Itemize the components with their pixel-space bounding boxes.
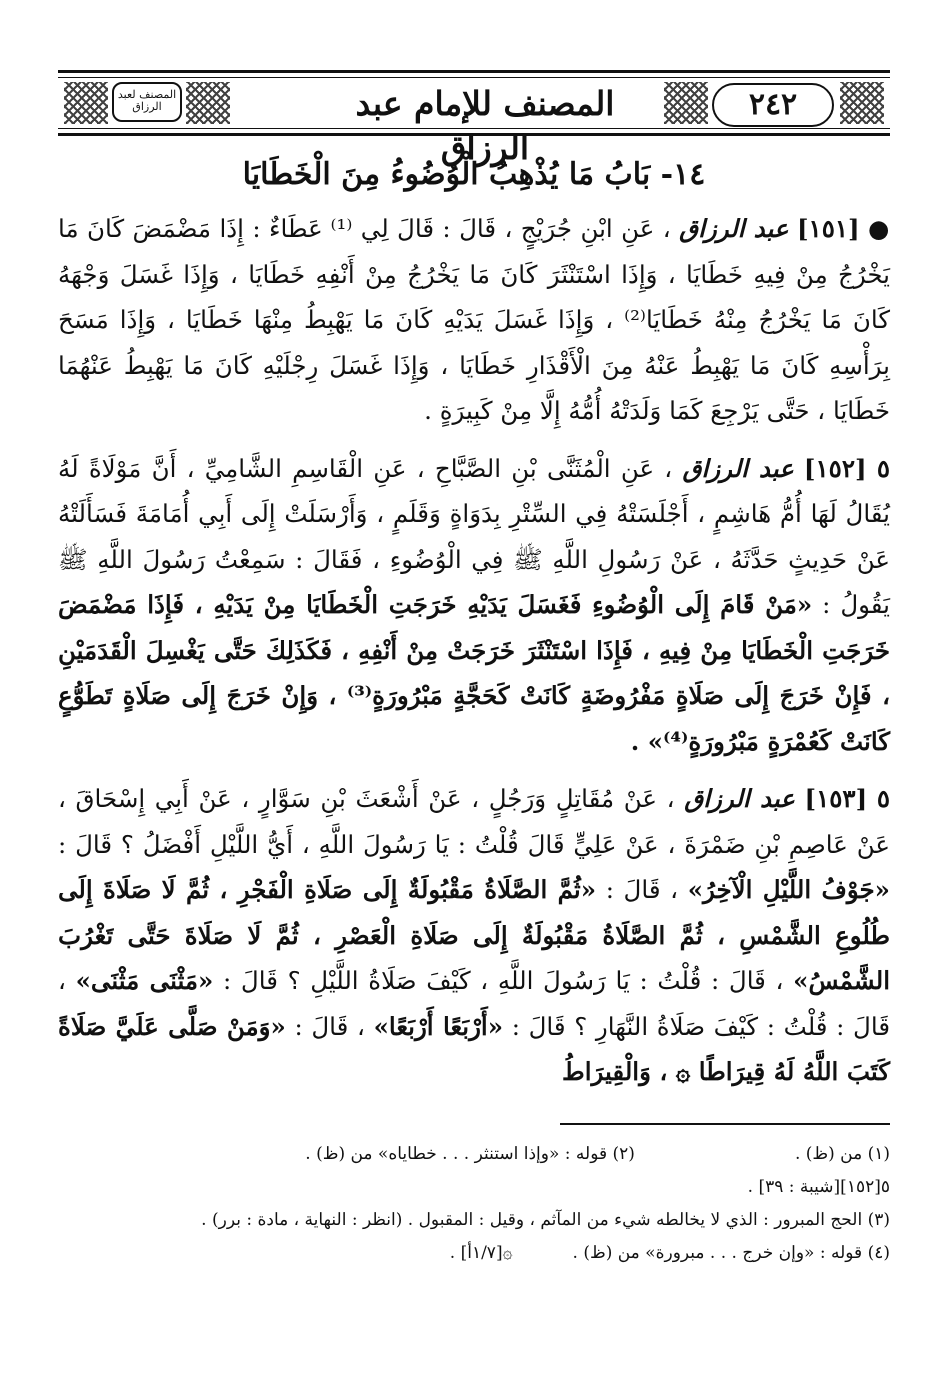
hadith-text: ، قَالَ : [605,875,679,904]
footnote-row [58,1138,890,1171]
footnote-row [58,1237,890,1270]
chapter-number: ١٤- [660,157,706,192]
chapter-heading [58,154,890,196]
footnote-separator [560,1123,890,1125]
ornament-icon [64,82,108,124]
hadith-number: [١٥١] [796,214,860,243]
body-text [58,206,890,1107]
prophetic-quote: «أَرْبَعًا أَرْبَعًا» [373,1011,504,1041]
narrator-name: عبد الرزاق [679,214,789,243]
hadith-number: [١٥٢] [803,453,867,483]
hadith-151 [58,206,890,434]
footnote-row [58,1171,890,1204]
footnote-1: (١) من (ظ) . [794,1144,890,1164]
title-seal: المصنف لعبد الرزاق [112,82,182,122]
chapter-title: بَابُ مَا يُذْهِبُ الْوُضُوءُ مِنَ الْخَطَايَا [242,157,651,192]
ornament-icon [840,82,884,124]
hadith-marker: ● [868,214,891,243]
hadith-marker: ٥ [876,453,890,483]
running-title: المصنف للإمام عبد الرزاق [355,84,615,167]
footnotes [58,1138,890,1270]
hadith-text: ، قَالَ : قُلْتُ : كَيْفَ صَلَاةُ النَّهَارِ ؟ قَالَ : [58,966,891,1041]
ornament-icon [186,82,230,124]
narrator-name: عبد الرزاق [684,784,795,813]
hadith-text: ، عَنِ الْمُثَنَّى بْنِ الصَّبَّاحِ ، عَنِ الْقَاسِمِ الشَّامِيِّ ، أَنَّ مَوْلَاةً لَهُ يُقَالُ لَهَا أُمُّ هَاشِمٍ ، أَجْلَسَتْهُ فِي السِّتْرِ بِدَوَاةٍ وَقَلَمٍ ، وَأَرْسَلَتْ إِلَى أَبِي أُمَامَةَ فَسَأَلَتْهُ عَنْ حَدِيثٍ حَدَّثَهُ ، عَنْ رَسُولِ اللَّهِ ﷺ فِي الْوُضُوءِ ، فَقَالَ : سَمِعْتُ رَسُولَ اللَّهِ ﷺ يَقُولُ : [58,453,890,619]
running-header [58,70,890,167]
hadith-text: ، قَالَ : قُلْتُ : يَا رَسُولَ اللَّهِ ، كَيْفَ صَلَاةُ اللَّيْلِ ؟ قَالَ : [223,966,784,995]
reference-152: ٥[١٥٢][شيبة : ٣٩] . [747,1177,890,1197]
prophetic-quote: «جَوْفُ اللَّيْلِ الْآخِرُ» [687,875,890,904]
prophetic-quote: «ثُمَّ الصَّلَاةُ مَقْبُولَةٌ إِلَى صَلَاةِ الْفَجْرِ ، ثُمَّ لَا صَلَاةَ إِلَى طُلُوعِ الشَّمْسِ ، ثُمَّ الصَّلَاةُ مَقْبُولَةٌ إِلَى صَلَاةِ الْعَصْرِ ، ثُمَّ لَا صَلَاةَ حَتَّى تَغْرُبَ الشَّمْسُ» [58,875,890,995]
hadith-text: ، عَنِ ابْنِ جُرَيْجٍ ، قَالَ : قَالَ لِي ⁽¹⁾ عَطَاءٌ : إِذَا مَضْمَضَ كَانَ مَا يَخْرُجُ مِنْ فِيهِ خَطَايَا ، وَإِذَا اسْتَنْثَرَ كَانَ مَا يَخْرُجُ مِنْ أَنْفِهِ خَطَايَا ، وَإِذَا غَسَلَ وَجْهَهُ كَانَ مَا يَخْرُجُ مِنْهُ خَطَايَا⁽²⁾ ، وَإِذَا غَسَلَ يَدَيْهِ كَانَ مَا يَهْبِطُ مِنْهَا خَطَايَا ، وَإِذَا مَسَحَ بِرَأْسِهِ كَانَ مَا يَهْبِطُ عَنْهُ مِنَ الْأَقْذَارِ خَطَايَا ، وَإِذَا غَسَلَ رِجْلَيْهِ كَانَ مَا يَهْبِطُ عَنْهُمَا خَطَايَا ، حَتَّى يَرْجِعَ كَمَا وَلَدَتْهُ أُمُّهُ إِلَّا مِنْ كَبِيرَةٍ . [58,214,890,425]
hadith-number: [١٥٣] [804,784,868,813]
hadith-marker: ٥ [876,784,890,813]
footnote-4: (٤) قوله : «وإن خرج . . . مبرورة» من (ظ) . [572,1243,890,1263]
hadith-153 [58,776,890,1095]
prophetic-quote: «وَمَنْ صَلَّى عَلَيَّ صَلَاةً كَتَبَ اللَّهُ لَهُ قِيرَاطًا ۞ ، وَالْقِيرَاطُ [58,1011,890,1086]
footnote-row [58,1204,890,1237]
ornament-icon [664,82,708,124]
folio-marker: ۞[١/٧أ] . [449,1243,513,1263]
footnote-3: (٣) الحج المبرور : الذي لا يخالطه شيء من المآثم ، وقيل : المقبول . (انظر : النهاية ، مادة : برر) . [201,1210,890,1230]
hadith-text: ، عَنْ مُقَاتِلٍ وَرَجُلٍ ، عَنْ أَشْعَثَ بْنِ سَوَّارٍ ، عَنْ أَبِي إِسْحَاقَ ، عَنْ عَاصِمِ بْنِ ضَمْرَةَ ، عَنْ عَلِيٍّ قَالَ قُلْتُ : يَا رَسُولَ اللَّهِ ، أَيُّ اللَّيْلِ أَفْضَلُ ؟ قَالَ : [58,784,890,859]
prophetic-quote: «مَثْنَى مَثْنَى» [75,966,214,995]
page-number: ٢٤٢ [712,83,834,127]
footnote-2: (٢) قوله : «وإذا استنثر . . . خطاياه» من (ظ) . [305,1144,635,1164]
hadith-152 [58,446,890,765]
narrator-name: عبد الرزاق [682,453,794,483]
prophetic-quote: «مَنْ قَامَ إِلَى الْوُضُوءِ فَغَسَلَ يَدَيْهِ خَرَجَتِ الْخَطَايَا مِنْ يَدَيْهِ ، فَإِذَا مَضْمَضَ خَرَجَتِ الْخَطَايَا مِنْ فِيهِ ، فَإِذَا اسْتَنْثَرَ خَرَجَتْ مِنْ أَنْفِهِ ، فَكَذَلِكَ حَتَّى يَغْسِلَ الْقَدَمَيْنِ ، فَإِنْ خَرَجَ إِلَى صَلَاةٍ مَفْرُوضَةٍ كَانَتْ كَحَجَّةٍ مَبْرُورَةٍ⁽³⁾ ، وَإِنْ خَرَجَ إِلَى صَلَاةٍ تَطَوُّعٍ كَانَتْ كَعُمْرَةٍ مَبْرُورَةٍ⁽⁴⁾» . [58,590,890,756]
page [58,70,890,1330]
hadith-text: ، قَالَ : [294,1011,365,1041]
